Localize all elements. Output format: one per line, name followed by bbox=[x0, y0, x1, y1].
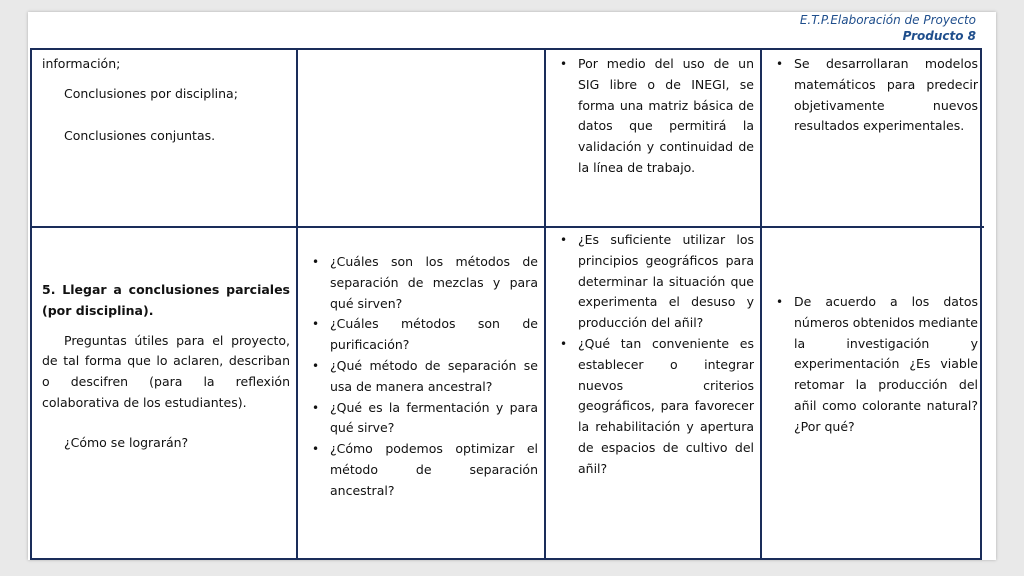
list-item: • De acuerdo a los datos números obtenidos mediante la investigación y experimentación ¿Es viable retomar la producción del añil como colorante natural? ¿Por qué? bbox=[772, 292, 978, 438]
list-item: • ¿Es suficiente utilizar los principios geográficos para determinar la situación que experimenta el desuso y producción del añil? bbox=[556, 230, 754, 334]
row2-col4-cell bbox=[762, 228, 984, 560]
row1-col1-cell bbox=[32, 50, 298, 228]
row2-col3-cell bbox=[546, 228, 762, 560]
row2-col1-cell bbox=[32, 228, 298, 560]
row1-col2-cell bbox=[298, 50, 546, 228]
document-page bbox=[28, 12, 996, 560]
list-item: • ¿Qué tan conveniente es establecer o integrar nuevos criterios geográficos, para favorecer la rehabilitación y apertura de espacios de cultivo del añil? bbox=[556, 334, 754, 480]
list-item: • ¿Qué es la fermentación y para qué sirve? bbox=[308, 398, 538, 440]
row2-col1-question: ¿Cómo se lograrán? bbox=[64, 434, 189, 450]
row2-col2-list bbox=[308, 252, 538, 502]
list-item: • ¿Cuáles son los métodos de separación de mezclas y para qué sirven? bbox=[308, 252, 538, 314]
list-item: • ¿Cómo podemos optimizar el método de separación ancestral? bbox=[308, 439, 538, 501]
document-header bbox=[800, 12, 976, 44]
project-table bbox=[30, 48, 982, 560]
list-item: • Por medio del uso de un SIG libre o de INEGI, se forma una matriz básica de datos que permitirá la validación y continuidad de la línea de trabajo. bbox=[556, 54, 754, 179]
row1-col3-list bbox=[556, 54, 754, 179]
row1-col1-line2: Conclusiones por disciplina; bbox=[64, 85, 238, 101]
row2-col4-list bbox=[772, 292, 978, 438]
row1-col4-list bbox=[772, 54, 978, 137]
row1-col4-cell bbox=[762, 50, 984, 228]
row1-col1-line3: Conclusiones conjuntas. bbox=[64, 127, 216, 143]
row2-col3-list bbox=[556, 230, 754, 480]
row1-col3-cell bbox=[546, 50, 762, 228]
header-project-title: E.T.P.Elaboración de Proyecto bbox=[799, 13, 976, 27]
header-product-label: Producto 8 bbox=[902, 29, 976, 43]
list-item: • Se desarrollaran modelos matemáticos para predecir objetivamente nuevos resultados experimentales. bbox=[772, 54, 978, 137]
row1-col1-line1: información; bbox=[42, 56, 121, 71]
list-item: • ¿Cuáles métodos son de purificación? bbox=[308, 314, 538, 356]
list-item: • ¿Qué método de separación se usa de manera ancestral? bbox=[308, 356, 538, 398]
row2-col2-cell bbox=[298, 228, 546, 560]
row2-col1-heading: 5. Llegar a conclusiones parciales (por disciplina). bbox=[42, 282, 290, 318]
row2-col1-paragraph: Preguntas útiles para el proyecto, de tal forma que lo aclaren, describan o descifren (para la reflexión colaborativa de los estudiantes). bbox=[42, 332, 290, 410]
